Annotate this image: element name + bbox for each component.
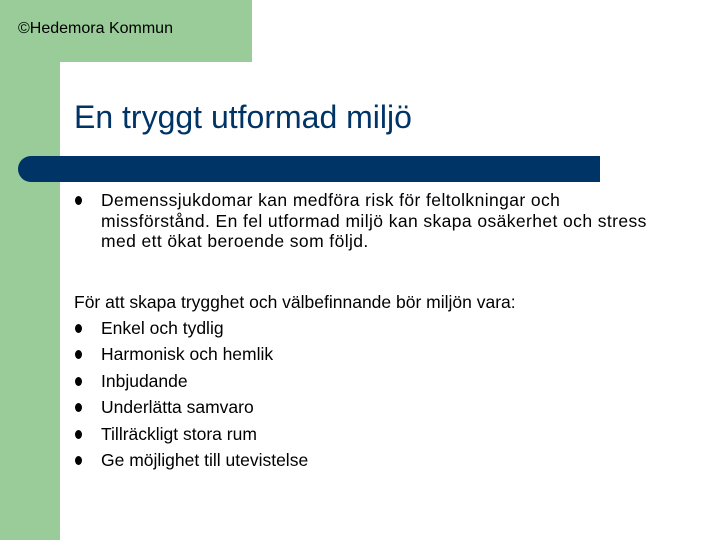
- list-item: [74, 368, 674, 395]
- list-item: [74, 447, 674, 474]
- list-item: [74, 315, 674, 342]
- list-item: [74, 421, 674, 448]
- bullet-icon: [74, 447, 101, 474]
- list-item: [74, 341, 674, 368]
- slide-body: [74, 190, 674, 474]
- intro-bullet-row: [74, 190, 674, 252]
- bullet-icon: [74, 421, 101, 448]
- list-item-text: Harmonisk och hemlik: [101, 344, 274, 364]
- lead-text: För att skapa trygghet och välbefinnande bör miljön vara:: [74, 291, 516, 312]
- list-item-text: Underlätta samvaro: [101, 397, 254, 417]
- list-item: [74, 394, 674, 421]
- title-underline-bar: [18, 156, 600, 182]
- list-item-text: Inbjudande: [101, 370, 188, 391]
- left-green-strip: [0, 0, 60, 540]
- bullet-icon: [74, 341, 101, 368]
- list-item-text: Ge möjlighet till utevistelse: [101, 450, 309, 470]
- list-item-text: Enkel och tydlig: [101, 317, 224, 338]
- copyright-text: ©Hedemora Kommun: [18, 20, 173, 37]
- list-item-text: Tillräckligt stora rum: [101, 423, 257, 444]
- bullet-icon: [74, 190, 101, 211]
- bullet-icon: [74, 368, 101, 395]
- bullet-icon: [74, 315, 101, 342]
- slide-title: En tryggt utformad miljö: [74, 99, 412, 135]
- bullet-icon: [74, 394, 101, 421]
- intro-bullet-text: Demenssjukdomar kan medföra risk för feltolkningar och missförstånd. En fel utformad miljö kan skapa osäkerhet och stress med ett ökat beroende som följd.: [101, 190, 647, 251]
- paragraph-spacer: [74, 252, 674, 290]
